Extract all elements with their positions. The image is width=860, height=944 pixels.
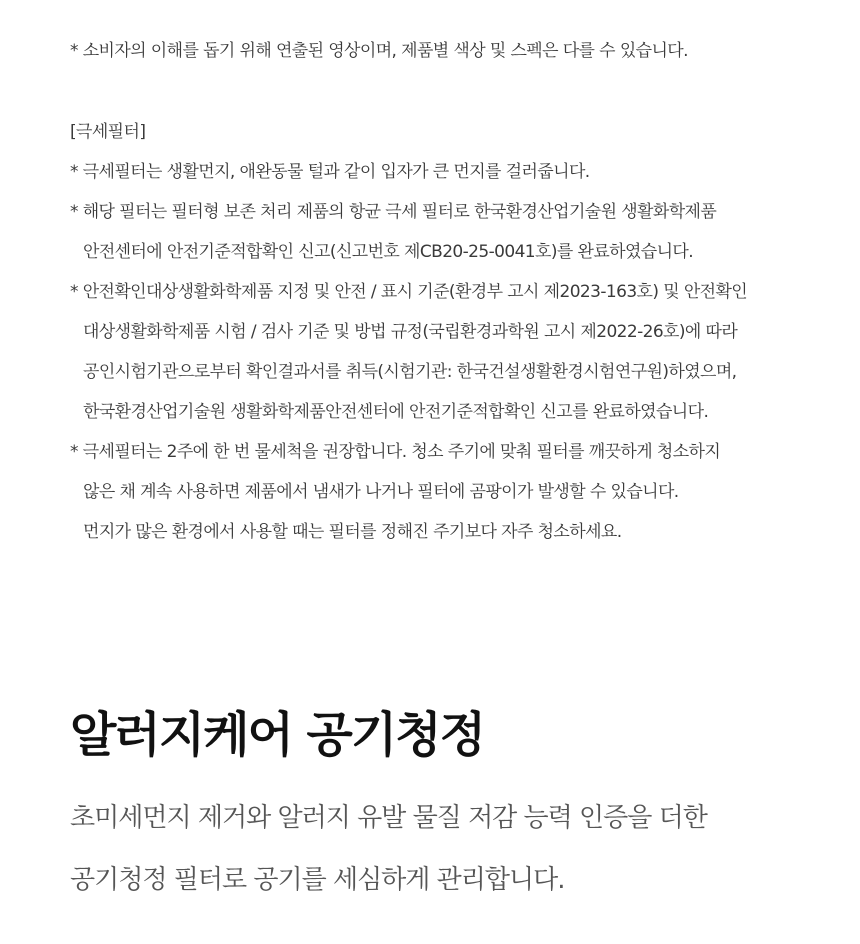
section-title: 알러지케어 공기청정 bbox=[70, 707, 485, 763]
notice-line: 공인시험기관으로부터 확인결과서를 취득(시험기관: 한국건설생활환경시험연구원)하였으며, bbox=[83, 362, 737, 382]
notice-line: 안전센터에 안전기준적합확인 신고(신고번호 제CB20-25-0041호)를 완료하였습니다. bbox=[83, 242, 694, 262]
description-line: 초미세먼지 제거와 알러지 유발 물질 저감 능력 인증을 더한 bbox=[70, 803, 707, 833]
disclaimer-text: * 소비자의 이해를 돕기 위해 연출된 영상이며, 제품별 색상 및 스펙은 다를 수 있습니다. bbox=[70, 41, 688, 61]
notice-line: 먼지가 많은 환경에서 사용할 때는 필터를 정해진 주기보다 자주 청소하세요. bbox=[83, 522, 622, 542]
section-description bbox=[70, 798, 707, 900]
notice-line: * 해당 필터는 필터형 보존 처리 제품의 항균 극세 필터로 한국환경산업기술원 생활화학제품 bbox=[70, 202, 717, 222]
notice-line: 한국환경산업기술원 생활화학제품안전센터에 안전기준적합확인 신고를 완료하였습니다. bbox=[83, 402, 709, 422]
filter-heading: [극세필터] bbox=[70, 122, 146, 142]
notice-line: * 극세필터는 2주에 한 번 물세척을 권장합니다. 청소 주기에 맞춰 필터를 깨끗하게 청소하지 bbox=[70, 442, 721, 462]
notice-line: 않은 채 계속 사용하면 제품에서 냄새가 나거나 필터에 곰팡이가 발생할 수 있습니다. bbox=[83, 482, 679, 502]
notice-line: * 안전확인대상생활화학제품 지정 및 안전 / 표시 기준(환경부 고시 제2023-163호) 및 안전확인 bbox=[70, 282, 748, 302]
notice-line: 대상생활화학제품 시험 / 검사 기준 및 방법 규정(국립환경과학원 고시 제2022-26호)에 따라 bbox=[83, 322, 738, 342]
notice-line: * 극세필터는 생활먼지, 애완동물 털과 같이 입자가 큰 먼지를 걸러줍니다. bbox=[70, 162, 590, 182]
description-line: 공기청정 필터로 공기를 세심하게 관리합니다. bbox=[70, 865, 565, 895]
